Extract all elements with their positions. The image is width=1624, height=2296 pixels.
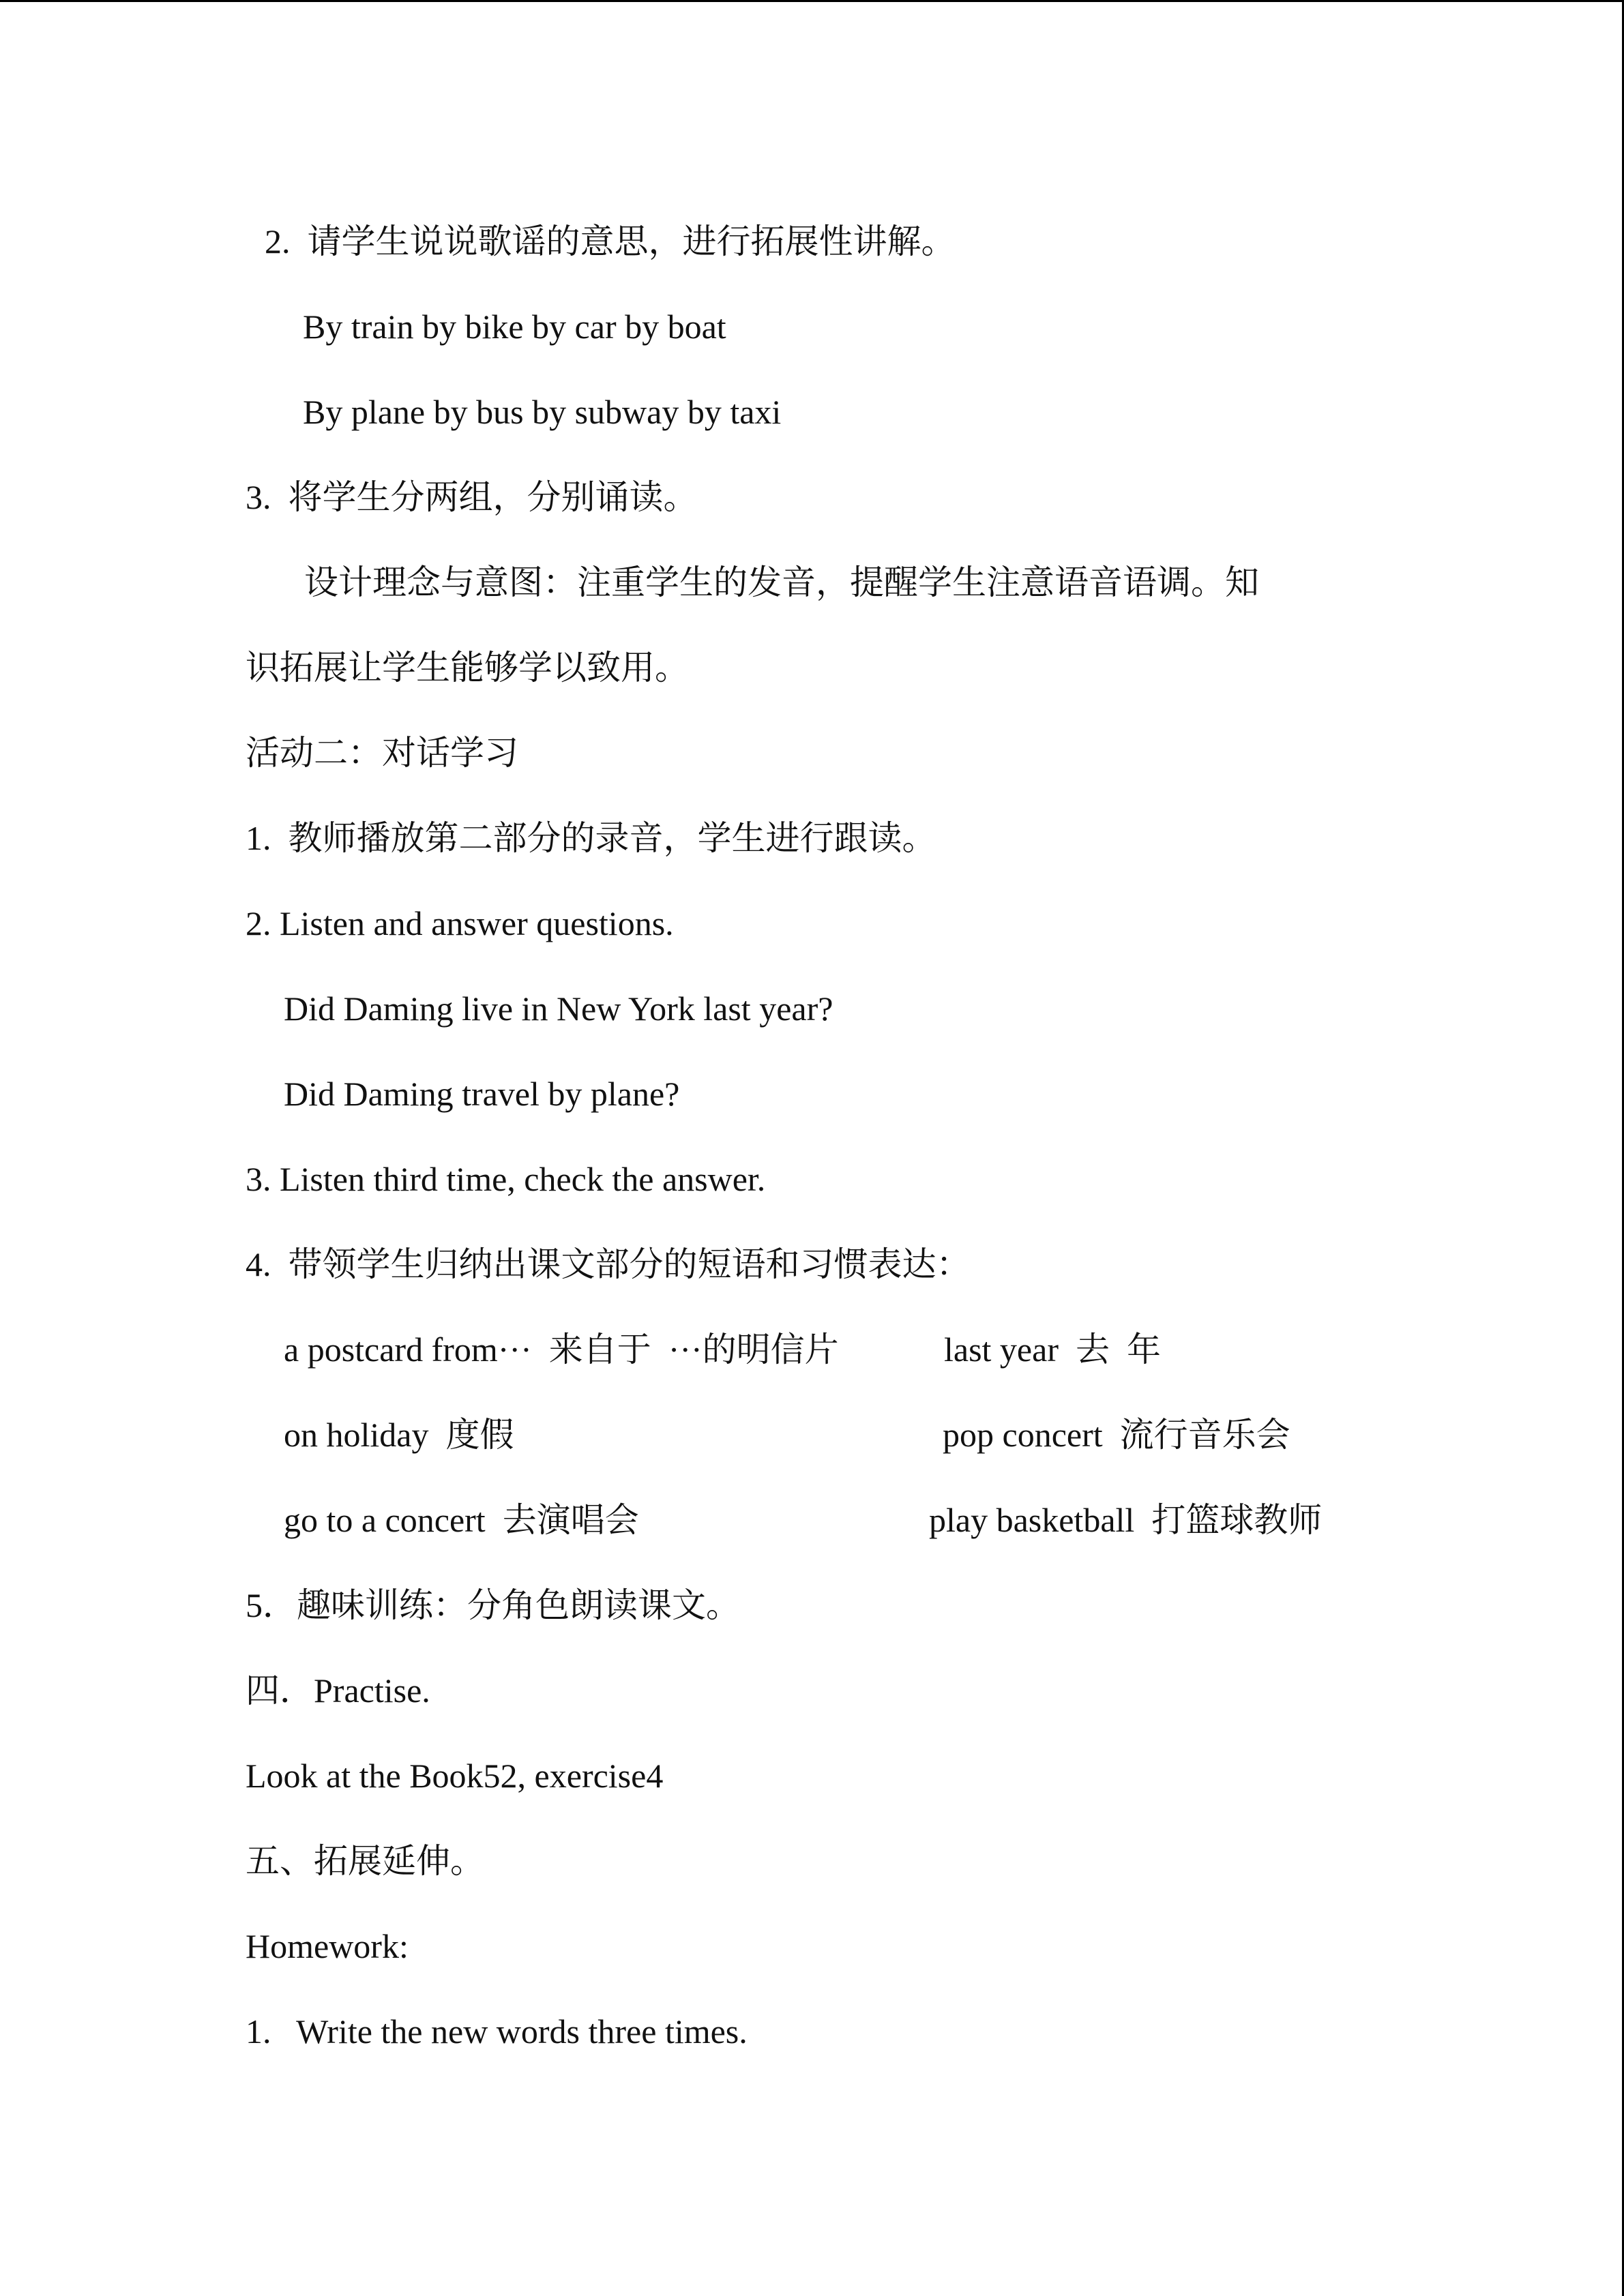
step-2-explain-rhyme: 2. 请学生说说歌谣的意思，进行拓展性讲解。 [265,222,956,260]
page-top-border [0,0,1624,2]
activity-2-heading: 活动二：对话学习 [246,734,518,772]
design-intent-line-1: 设计理念与意图：注重学生的发音，提醒学生注意语音语调。知 [304,563,1259,601]
phrase-go-to-concert: go to a concert 去演唱会 [284,1501,639,1539]
design-intent-line-2: 识拓展让学生能够学以致用。 [246,648,689,687]
homework-heading: Homework: [246,1927,409,1965]
section-5-extension: 五、拓展延伸。 [246,1842,484,1880]
step-2-listen-answer: 2. Listen and answer questions. [246,904,674,942]
rhyme-line-1: By train by bike by car by boat [303,308,726,346]
phrase-on-holiday: on holiday 度假 [284,1416,514,1454]
rhyme-line-2: By plane by bus by subway by taxi [303,393,782,431]
section-4-practise: 四．Practise. [246,1671,430,1710]
step-1-play-recording: 1. 教师播放第二部分的录音，学生进行跟读。 [246,819,936,857]
question-1: Did Daming live in New York last year? [284,989,833,1028]
phrase-last-year: last year 去 年 [944,1330,1161,1369]
step-4-phrases-heading: 4. 带领学生归纳出课文部分的短语和习惯表达： [246,1245,971,1283]
step-5-role-reading: 5．趣味训练：分角色朗读课文。 [246,1586,740,1624]
step-3-check-answer: 3. Listen third time, check the answer. [246,1160,766,1198]
practise-instruction: Look at the Book52, exercise4 [246,1757,664,1795]
phrase-pop-concert: pop concert 流行音乐会 [943,1416,1290,1454]
phrase-play-basketball: play basketball 打篮球教师 [929,1501,1323,1539]
step-3-group-reading: 3. 将学生分两组，分别诵读。 [246,478,698,516]
homework-item-1: 1. Write the new words three times. [246,2012,748,2051]
phrase-postcard-from: a postcard from··· 来自于 ···的明信片 [284,1330,839,1369]
question-2: Did Daming travel by plane? [284,1075,680,1113]
